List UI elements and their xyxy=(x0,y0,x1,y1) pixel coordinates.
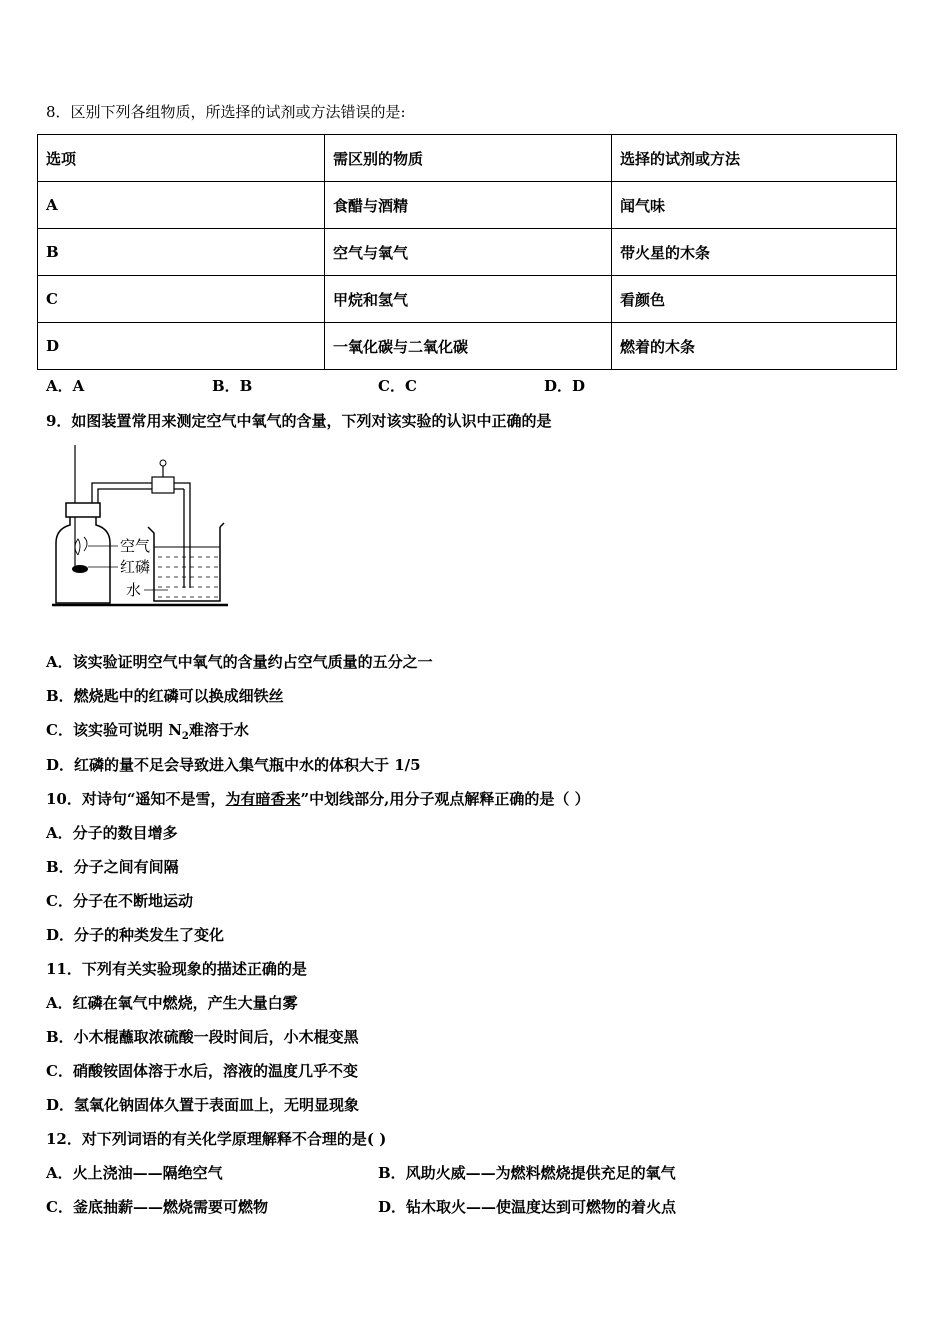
q9-option-d[interactable]: D．红磷的量不足会导致进入集气瓶中水的体积大于 1/5 xyxy=(46,756,421,774)
clamp-knob xyxy=(160,460,166,466)
table-cell: C xyxy=(38,276,325,323)
table-cell: D xyxy=(38,323,325,370)
q10-option-c[interactable]: C．分子在不断地运动 xyxy=(46,892,193,910)
q12-option-a[interactable]: A．火上浇油——隔绝空气 xyxy=(46,1164,223,1182)
label-phosphorus: 红磷 xyxy=(120,558,151,576)
q12-option-c[interactable]: C．釜底抽薪——燃烧需要可燃物 xyxy=(46,1198,268,1216)
bottle-stopper xyxy=(66,503,100,517)
q10-option-d[interactable]: D．分子的种类发生了变化 xyxy=(46,926,225,944)
q8-table xyxy=(37,134,897,370)
table-row xyxy=(38,229,897,276)
q8-option-b[interactable]: B．B xyxy=(212,377,253,395)
table-cell: 食醋与酒精 xyxy=(325,182,612,229)
n2-formula: $N_2$ xyxy=(168,721,189,742)
table-cell: A xyxy=(38,182,325,229)
table-header-row xyxy=(38,135,897,182)
gas-bottle xyxy=(56,517,110,603)
underlined-phrase: 为有暗香来 xyxy=(225,790,301,808)
clamp xyxy=(152,477,174,493)
flame-icon xyxy=(75,539,80,555)
q8-stem: 8．区别下列各组物质，所选择的试剂或方法错误的是: xyxy=(46,103,406,121)
table-row xyxy=(38,182,897,229)
q10-option-b[interactable]: B．分子之间有间隔 xyxy=(46,858,179,876)
q12-option-d[interactable]: D．钻木取火——使温度达到可燃物的着火点 xyxy=(378,1198,677,1216)
water-hatch xyxy=(158,557,218,597)
q11-option-b[interactable]: B．小木棍蘸取浓硫酸一段时间后，小木棍变黑 xyxy=(46,1028,359,1046)
q12-stem: 12．对下列词语的有关化学原理解释不合理的是( ) xyxy=(46,1130,387,1148)
q11-option-a[interactable]: A．红磷在氧气中燃烧，产生大量白雾 xyxy=(46,994,298,1012)
label-water: 水 xyxy=(126,581,142,599)
table-cell: 看颜色 xyxy=(612,276,897,323)
table-cell: 带火星的木条 xyxy=(612,229,897,276)
table-row xyxy=(38,323,897,370)
q9-option-c[interactable]: C．该实验可说明 $N_2$难溶于水 xyxy=(46,721,249,742)
table-row xyxy=(38,276,897,323)
table-header-cell: 需区别的物质 xyxy=(325,135,612,182)
apparatus-figure xyxy=(48,443,238,611)
q8-option-a[interactable]: A．A xyxy=(46,377,85,395)
q10-stem: 10．对诗句“遥知不是雪，为有暗香来”中划线部分,用分子观点解释正确的是（ ） xyxy=(46,790,590,808)
table-cell: B xyxy=(38,229,325,276)
label-air: 空气 xyxy=(120,537,151,555)
q10-option-a[interactable]: A．分子的数目增多 xyxy=(46,824,178,842)
q9-stem: 9．如图装置常用来测定空气中氧气的含量，下列对该实验的认识中正确的是 xyxy=(46,412,552,430)
table-cell: 燃着的木条 xyxy=(612,323,897,370)
q11-stem: 11．下列有关实验现象的描述正确的是 xyxy=(46,960,307,978)
q9-option-a[interactable]: A．该实验证明空气中氧气的含量约占空气质量的五分之一 xyxy=(46,653,433,671)
q8-option-d[interactable]: D．D xyxy=(544,377,586,395)
q8-option-c[interactable]: C．C xyxy=(378,377,417,395)
table-cell: 甲烷和氢气 xyxy=(325,276,612,323)
q11-option-d[interactable]: D．氢氧化钠固体久置于表面皿上，无明显现象 xyxy=(46,1096,360,1114)
table-header-cell: 选择的试剂或方法 xyxy=(612,135,897,182)
q9-option-b[interactable]: B．燃烧匙中的红磷可以换成细铁丝 xyxy=(46,687,284,705)
q11-option-c[interactable]: C．硝酸铵固体溶于水后，溶液的温度几乎不变 xyxy=(46,1062,358,1080)
table-header-cell: 选项 xyxy=(38,135,325,182)
table-cell: 闻气味 xyxy=(612,182,897,229)
combustion-spoon xyxy=(72,565,88,573)
q12-option-b[interactable]: B．风助火威——为燃料燃烧提供充足的氧气 xyxy=(378,1164,676,1182)
beaker-lip xyxy=(220,523,224,527)
table-cell: 空气与氧气 xyxy=(325,229,612,276)
smoke-icon xyxy=(84,537,87,551)
table-cell: 一氧化碳与二氧化碳 xyxy=(325,323,612,370)
q9-option-c-text: C．该实验可说明 xyxy=(46,721,163,739)
